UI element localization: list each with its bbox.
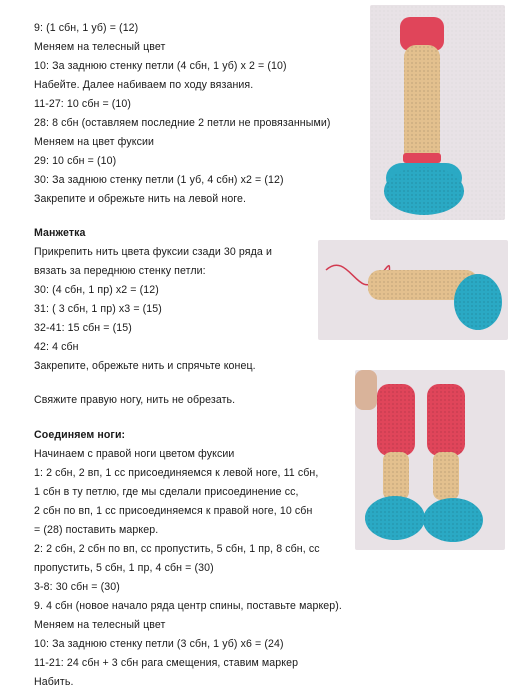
section-heading-cuff: Манжетка <box>34 227 86 239</box>
text-line: 42: 4 сбн <box>34 341 79 353</box>
text-line-note: Свяжите правую ногу, нить не обрезать. <box>34 394 236 406</box>
text-line: Набейте. Далее набиваем по ходу вязания. <box>34 79 254 91</box>
text-line: Закрепите, обрежьте нить и спрячьте конец. <box>34 360 256 372</box>
text-line: Начинаем с правой ноги цветом фуксии <box>34 448 235 460</box>
text-line: 30: (4 сбн, 1 пр) х2 = (12) <box>34 284 159 296</box>
text-line: 2 сбн по вп, 1 сс присоединяемся к правой ноге, 10 сбн <box>34 505 313 517</box>
text-line: 2: 2 сбн, 2 сбн по вп, сс пропустить, 5 сбн, 1 пр, 8 сбн, сс <box>34 543 320 555</box>
text-line: 31: ( 3 сбн, 1 пр) х3 = (15) <box>34 303 162 315</box>
text-line: Набить. <box>34 676 74 688</box>
text-line: Меняем на цвет фуксии <box>34 136 155 148</box>
text-line: = (28) поставить маркер. <box>34 524 159 536</box>
text-line: 11-27: 10 сбн = (10) <box>34 98 132 110</box>
text-line: Закрепите и обрежьте нить на левой ноге. <box>34 193 247 205</box>
text-line: 10: За заднюю стенку петли (4 сбн, 1 уб) х 2 = (10) <box>34 60 287 72</box>
text-line: Меняем на телесный цвет <box>34 619 166 631</box>
text-line: вязать за переднюю стенку петли: <box>34 265 206 277</box>
text-line: 28: 8 сбн (оставляем последние 2 петли не провязанными) <box>34 117 331 129</box>
text-line: 1: 2 сбн, 2 вп, 1 сс присоединяемся к левой ноге, 11 сбн, <box>34 467 319 479</box>
text-line: 9. 4 сбн (новое начало ряда центр спины, поставьте маркер). <box>34 600 342 612</box>
text-line: пропустить, 5 сбн, 1 пр, 4 сбн = (30) <box>34 562 214 574</box>
text-line: 30: За заднюю стенку петли (1 уб, 4 сбн) х2 = (12) <box>34 174 284 186</box>
text-line: 29: 10 сбн = (10) <box>34 155 117 167</box>
text-line: Прикрепить нить цвета фуксии сзади 30 ряда и <box>34 246 272 258</box>
text-line: 10: За заднюю стенку петли (3 сбн, 1 уб) х6 = (24) <box>34 638 284 650</box>
photo-legs-joined <box>355 370 505 550</box>
text-line: 9: (1 сбн, 1 уб) = (12) <box>34 22 139 34</box>
text-line: 32-41: 15 сбн = (15) <box>34 322 132 334</box>
text-line: Меняем на телесный цвет <box>34 41 166 53</box>
section-heading-join-legs: Соединяем ноги: <box>34 429 126 441</box>
text-line: 11-21: 24 сбн + 3 сбн рага смещения, ставим маркер <box>34 657 299 669</box>
text-line: 3-8: 30 сбн = (30) <box>34 581 120 593</box>
photo-leg-horizontal <box>318 240 508 340</box>
text-line: 1 сбн в ту петлю, где мы сделали присоединение сс, <box>34 486 299 498</box>
photo-leg-vertical <box>370 5 505 220</box>
